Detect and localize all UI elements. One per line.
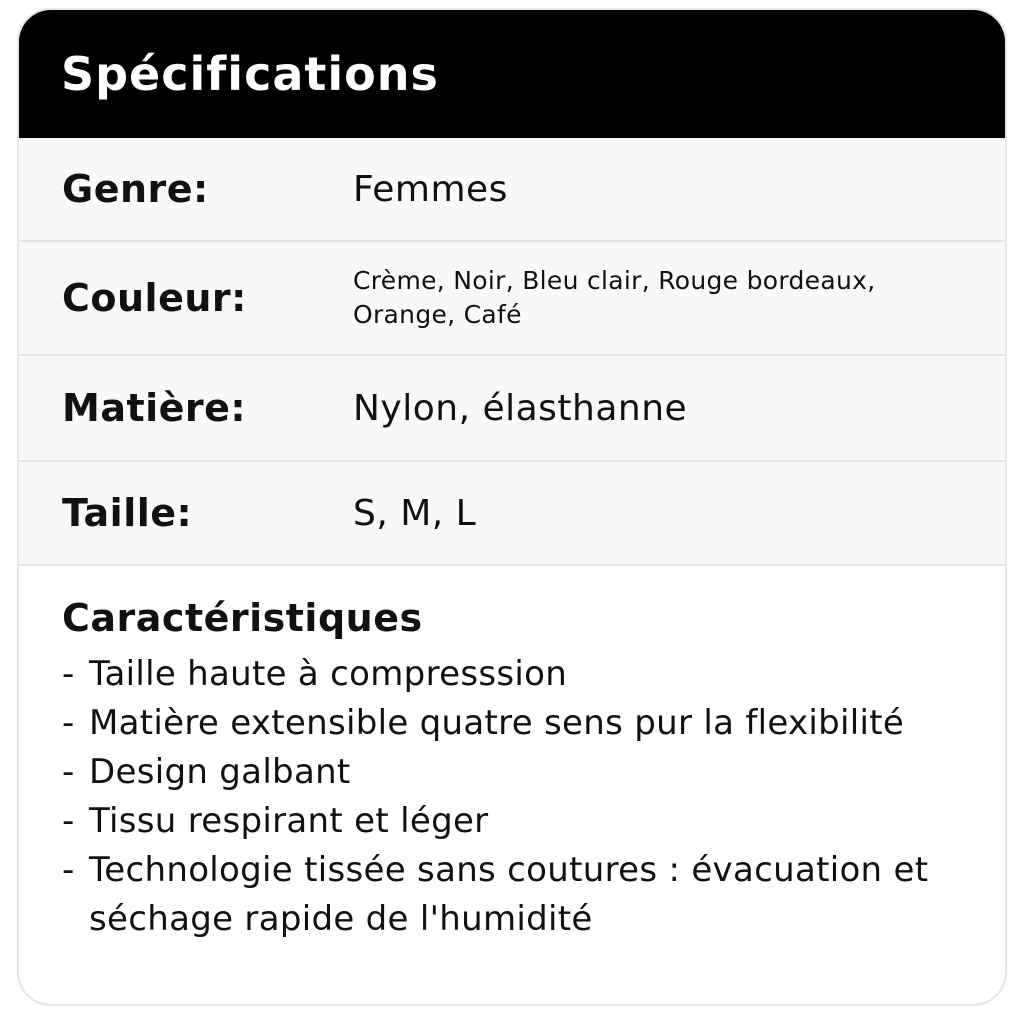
spec-label-taille: Taille: [62,491,193,535]
feature-dash: - [62,703,75,743]
spec-label-matiere: Matière: [62,386,247,430]
feature-text: Taille haute à compresssion [89,654,568,694]
features-title: Caractéristiques [62,596,423,640]
feature-text: Tissu respirant et léger [89,801,489,841]
feature-dash: - [62,801,75,841]
feature-item [62,846,985,944]
spec-header [19,10,1005,138]
spec-row-matiere [19,356,1005,462]
feature-dash: - [62,752,75,792]
feature-item [62,748,985,797]
spec-value-taille: S, M, L [353,492,477,534]
spec-value-couleur: Crème, Noir, Bleu clair, Rouge bordeaux, Orange, Café [353,266,876,329]
spec-title: Spécifications [61,47,439,101]
spec-label-genre: Genre: [62,167,209,211]
spec-row-taille [19,462,1005,566]
feature-dash: - [62,654,75,694]
feature-text: Matière extensible quatre sens pur la flexibilité [89,703,905,743]
spec-label-couleur: Couleur: [62,276,247,320]
features-section [19,566,1005,944]
spec-card [17,8,1007,1006]
spec-value-genre: Femmes [353,168,508,210]
spec-row-genre [19,138,1005,242]
feature-item [62,650,985,699]
feature-item [62,797,985,846]
feature-text: Design galbant [89,752,351,792]
feature-text: Technologie tissée sans coutures : évacuation et séchage rapide de l'humidité [89,850,929,939]
feature-item [62,699,985,748]
spec-row-couleur [19,242,1005,356]
feature-dash: - [62,850,75,890]
feature-list [62,650,985,944]
spec-value-matiere: Nylon, élasthanne [353,387,688,429]
